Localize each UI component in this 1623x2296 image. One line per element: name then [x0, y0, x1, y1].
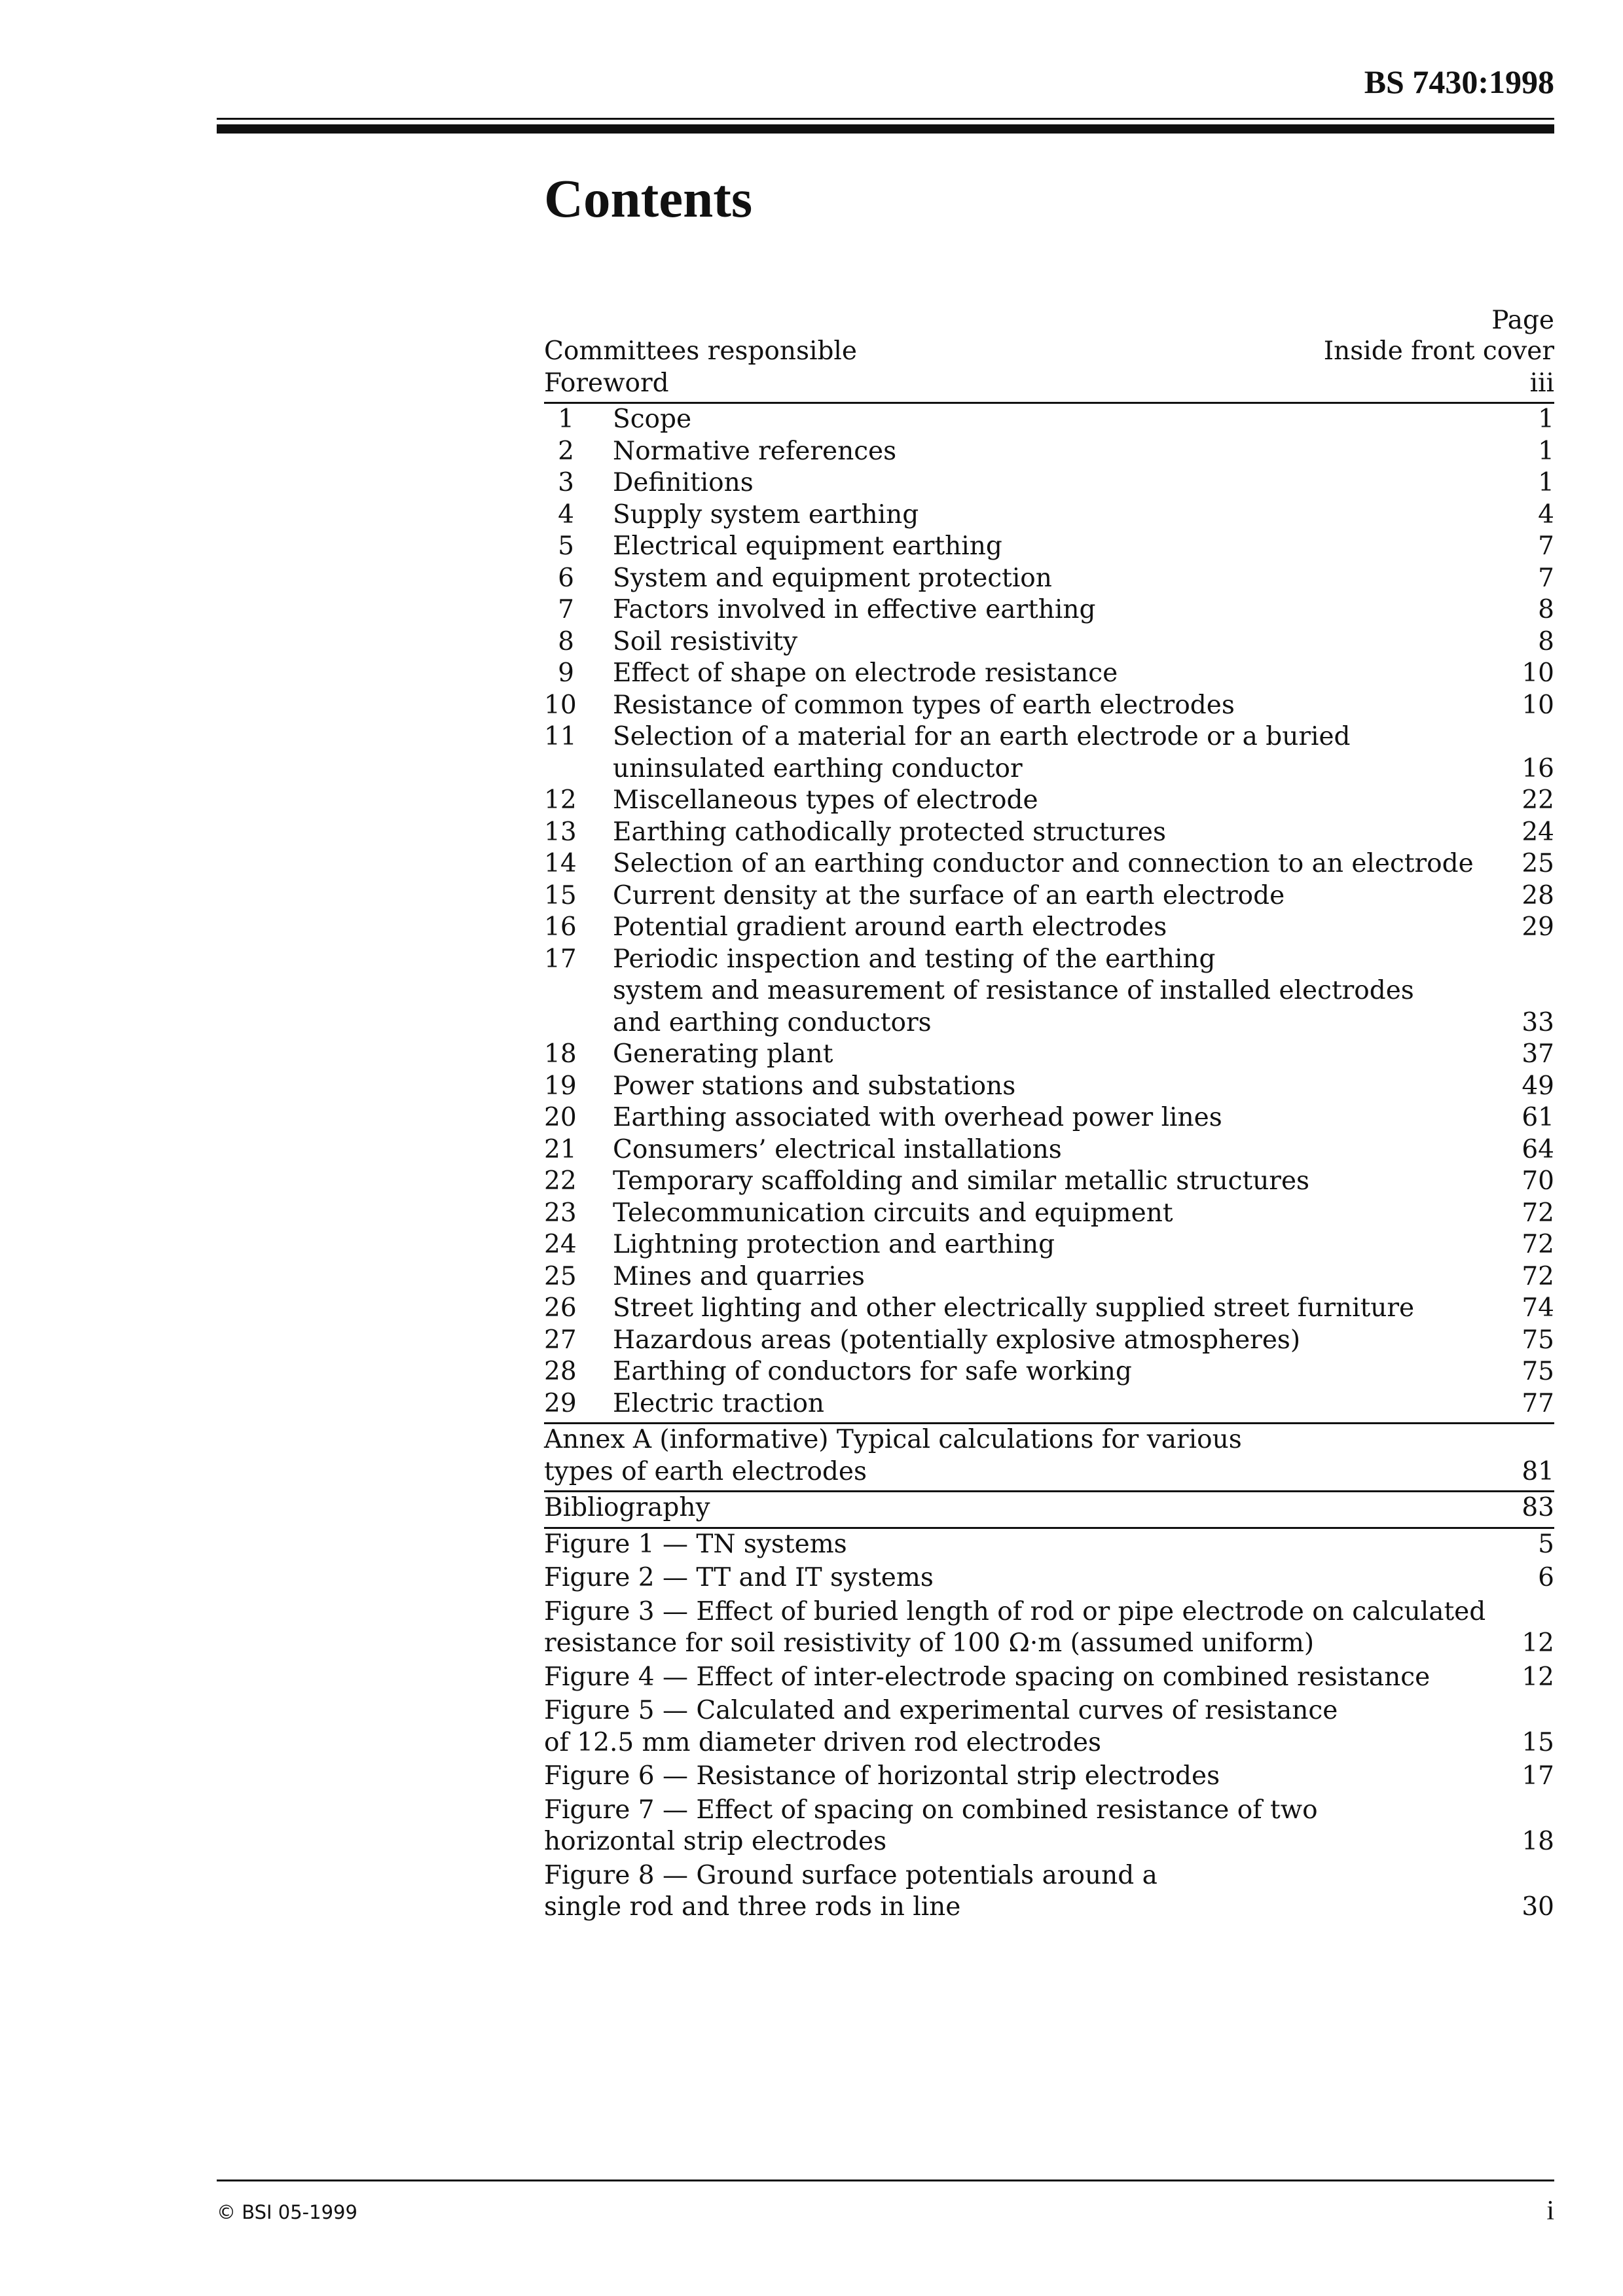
- toc-clause-entry: [544, 912, 1554, 942]
- toc-clause-entry: [544, 1008, 1554, 1038]
- section-rule: [544, 1490, 1554, 1492]
- entry-title: Committees responsible: [544, 336, 857, 366]
- toc-clause-entry: [544, 785, 1554, 816]
- toc-front-item: [544, 368, 1554, 399]
- entry-title: Definitions: [613, 468, 754, 497]
- toc-clause-entry: [544, 691, 1554, 721]
- entry-title: Earthing of conductors for safe working: [613, 1357, 1132, 1386]
- toc-figure-entry: [544, 1662, 1554, 1693]
- entry-title: Normative references: [613, 436, 897, 466]
- entry-page: 25: [1522, 849, 1554, 878]
- entry-title: Periodic inspection and testing of the earthing: [613, 944, 1216, 974]
- clause-number: 21: [544, 1134, 577, 1164]
- clause-number: 25: [544, 1261, 577, 1291]
- entry-page: 74: [1522, 1293, 1554, 1323]
- toc-figure-entry: [544, 1761, 1554, 1791]
- entry-title: Electrical equipment earthing: [613, 531, 1002, 561]
- entry-page: 70: [1522, 1166, 1554, 1196]
- page-number: i: [1546, 2196, 1554, 2226]
- toc-clause-entry: [544, 1230, 1554, 1260]
- page-title: Contents: [544, 168, 753, 228]
- entry-title: and earthing conductors: [613, 1007, 932, 1037]
- toc-clause-entry: [544, 944, 1554, 975]
- entry-page: 6: [1538, 1563, 1554, 1592]
- entry-title: Generating plant: [613, 1039, 833, 1069]
- toc-clause-entry: [544, 1357, 1554, 1387]
- entry-page: 10: [1522, 658, 1554, 688]
- toc-figure-entry: [544, 1597, 1554, 1627]
- entry-title: Figure 1 — TN systems: [544, 1529, 847, 1559]
- entry-title: Figure 7 — Effect of spacing on combined resistance of two: [544, 1795, 1318, 1825]
- clause-number: 28: [544, 1357, 577, 1386]
- clause-number: 14: [544, 849, 577, 878]
- toc-clause-entry: [544, 754, 1554, 784]
- entry-page: 64: [1522, 1134, 1554, 1164]
- toc-clause-entry: [544, 976, 1554, 1006]
- section-rule: [544, 1422, 1554, 1424]
- clause-number: 13: [544, 817, 577, 847]
- entry-title: Miscellaneous types of electrode: [613, 785, 1038, 815]
- entry-page: 7: [1538, 531, 1554, 561]
- toc-front-item: [544, 336, 1554, 367]
- entry-title: single rod and three rods in line: [544, 1892, 961, 1922]
- entry-page: 30: [1522, 1892, 1554, 1922]
- toc-annex-entry: [544, 1425, 1554, 1455]
- entry-page: 7: [1538, 563, 1554, 593]
- clause-number: 1: [558, 404, 574, 434]
- entry-page: 28: [1522, 880, 1554, 910]
- entry-page: 1: [1538, 404, 1554, 434]
- entry-page: 37: [1522, 1039, 1554, 1069]
- entry-page: iii: [1529, 368, 1554, 398]
- document-id: BS 7430:1998: [1364, 63, 1554, 100]
- toc-clause-entry: [544, 1039, 1554, 1069]
- entry-title: Figure 5 — Calculated and experimental curves of resistance: [544, 1696, 1338, 1725]
- toc-clause-entry: [544, 531, 1554, 562]
- entry-page: 72: [1522, 1230, 1554, 1259]
- entry-title: Earthing associated with overhead power lines: [613, 1103, 1222, 1132]
- entry-page: 49: [1522, 1071, 1554, 1101]
- entry-title: of 12.5 mm diameter driven rod electrodes: [544, 1727, 1101, 1757]
- entry-page: 5: [1538, 1529, 1554, 1559]
- entry-title: Selection of an earthing conductor and connection to an electrode: [613, 849, 1474, 878]
- entry-title: Electric traction: [613, 1388, 825, 1418]
- entry-title: Selection of a material for an earth electrode or a buried: [613, 722, 1351, 751]
- header-rule-thin: [217, 118, 1554, 120]
- toc-figure-entry: [544, 1563, 1554, 1593]
- clause-number: 6: [558, 563, 574, 593]
- entry-title: Figure 2 — TT and IT systems: [544, 1563, 934, 1592]
- entry-title: resistance for soil resistivity of 100 Ω·m (assumed uniform): [544, 1628, 1315, 1658]
- entry-page: Inside front cover: [1323, 336, 1554, 366]
- entry-title: Supply system earthing: [613, 499, 919, 529]
- section-rule: [544, 1527, 1554, 1529]
- entry-page: 29: [1522, 912, 1554, 942]
- toc-clause-entry: [544, 658, 1554, 689]
- entry-page: 24: [1522, 817, 1554, 847]
- entry-title: Earthing cathodically protected structures: [613, 817, 1166, 847]
- toc-clause-entry: [544, 849, 1554, 879]
- toc-clause-entry: [544, 595, 1554, 625]
- clause-number: 9: [558, 658, 574, 688]
- entry-page: 75: [1522, 1325, 1554, 1355]
- clause-number: 7: [558, 595, 574, 624]
- entry-page: 33: [1522, 1007, 1554, 1037]
- toc-figure-entry: [544, 1530, 1554, 1560]
- entry-title: Bibliography: [544, 1493, 710, 1522]
- clause-number: 20: [544, 1103, 577, 1132]
- entry-title: types of earth electrodes: [544, 1456, 867, 1486]
- entry-title: Effect of shape on electrode resistance: [613, 658, 1118, 688]
- clause-number: 23: [544, 1198, 577, 1228]
- entry-title: Telecommunication circuits and equipment: [613, 1198, 1173, 1228]
- toc-clause-entry: [544, 722, 1554, 752]
- entry-title: Potential gradient around earth electrodes: [613, 912, 1167, 942]
- page-column-label: Page: [1491, 306, 1554, 335]
- entry-page: 1: [1538, 436, 1554, 466]
- clause-number: 11: [544, 722, 577, 751]
- entry-title: system and measurement of resistance of installed electrodes: [613, 976, 1414, 1005]
- entry-page: 12: [1522, 1628, 1554, 1658]
- clause-number: 15: [544, 880, 577, 910]
- entry-page: 77: [1522, 1388, 1554, 1418]
- clause-number: 17: [544, 944, 577, 974]
- entry-page: 10: [1522, 690, 1554, 720]
- toc-figure-entry: [544, 1728, 1554, 1758]
- entry-title: Factors involved in effective earthing: [613, 595, 1096, 624]
- entry-title: Current density at the surface of an earth electrode: [613, 880, 1285, 910]
- entry-page: 61: [1522, 1103, 1554, 1132]
- entry-title: System and equipment protection: [613, 563, 1052, 593]
- toc-clause-entry: [544, 1166, 1554, 1196]
- copyright-notice: © BSI 05-1999: [217, 2201, 357, 2223]
- entry-title: Mines and quarries: [613, 1261, 865, 1291]
- clause-number: 10: [544, 690, 577, 720]
- toc-figure-entry: [544, 1827, 1554, 1857]
- toc-figure-entry: [544, 1861, 1554, 1891]
- entry-page: 4: [1538, 499, 1554, 529]
- entry-page: 12: [1522, 1662, 1554, 1692]
- entry-title: Power stations and substations: [613, 1071, 1016, 1101]
- toc-clause-entry: [544, 881, 1554, 911]
- entry-title: Street lighting and other electrically supplied street furniture: [613, 1293, 1415, 1323]
- toc-annex-entry: [544, 1457, 1554, 1487]
- entry-title: Lightning protection and earthing: [613, 1230, 1055, 1259]
- toc-clause-entry: [544, 1071, 1554, 1102]
- entry-page: 8: [1538, 626, 1554, 656]
- clause-number: 16: [544, 912, 577, 942]
- clause-number: 19: [544, 1071, 577, 1101]
- clause-number: 18: [544, 1039, 577, 1069]
- entry-title: Annex A (informative) Typical calculations for various: [544, 1425, 1242, 1454]
- toc-clause-entry: [544, 404, 1554, 435]
- entry-title: Figure 6 — Resistance of horizontal strip electrodes: [544, 1761, 1220, 1791]
- clause-number: 4: [558, 499, 574, 529]
- toc-clause-entry: [544, 817, 1554, 848]
- clause-number: 2: [558, 436, 574, 466]
- section-rule: [544, 402, 1554, 404]
- entry-page: 83: [1522, 1493, 1554, 1522]
- entry-page: 16: [1522, 753, 1554, 783]
- toc-figure-entry: [544, 1795, 1554, 1825]
- toc-clause-entry: [544, 1389, 1554, 1419]
- clause-number: 3: [558, 468, 574, 497]
- entry-page: 17: [1522, 1761, 1554, 1791]
- toc-clause-entry: [544, 1293, 1554, 1323]
- entry-title: Figure 3 — Effect of buried length of rod or pipe electrode on calculated: [544, 1596, 1486, 1626]
- toc-clause-entry: [544, 1135, 1554, 1165]
- entry-page: 72: [1522, 1198, 1554, 1228]
- toc-clause-entry: [544, 468, 1554, 498]
- clause-number: 27: [544, 1325, 577, 1355]
- entry-page: 18: [1522, 1827, 1554, 1856]
- entry-page: 1: [1538, 468, 1554, 497]
- entry-page: 8: [1538, 595, 1554, 624]
- footer-rule: [217, 2179, 1554, 2181]
- entry-title: Hazardous areas (potentially explosive atmospheres): [613, 1325, 1301, 1355]
- header-rule-thick: [217, 124, 1554, 134]
- entry-page: 15: [1522, 1727, 1554, 1757]
- entry-title: Resistance of common types of earth electrodes: [613, 690, 1235, 720]
- clause-number: 26: [544, 1293, 577, 1323]
- entry-title: Temporary scaffolding and similar metallic structures: [613, 1166, 1310, 1196]
- clause-number: 12: [544, 785, 577, 815]
- clause-number: 24: [544, 1230, 577, 1259]
- clause-number: 22: [544, 1166, 577, 1196]
- entry-title: uninsulated earthing conductor: [613, 753, 1023, 783]
- toc-clause-entry: [544, 564, 1554, 594]
- toc-clause-entry: [544, 1325, 1554, 1355]
- toc-clause-entry: [544, 1262, 1554, 1292]
- entry-page: 72: [1522, 1261, 1554, 1291]
- entry-page: 75: [1522, 1357, 1554, 1386]
- toc-clause-entry: [544, 1103, 1554, 1133]
- toc-clause-entry: [544, 437, 1554, 467]
- entry-title: horizontal strip electrodes: [544, 1827, 887, 1856]
- toc-clause-entry: [544, 627, 1554, 657]
- entry-title: Consumers’ electrical installations: [613, 1134, 1062, 1164]
- toc-figure-entry: [544, 1892, 1554, 1922]
- entry-title: Figure 4 — Effect of inter-electrode spacing on combined resistance: [544, 1662, 1431, 1692]
- entry-page: 22: [1522, 785, 1554, 815]
- entry-title: Figure 8 — Ground surface potentials around a: [544, 1860, 1158, 1890]
- clause-number: 5: [558, 531, 574, 561]
- entry-page: 81: [1522, 1456, 1554, 1486]
- toc-bibliography-entry: [544, 1493, 1554, 1523]
- entry-title: Foreword: [544, 368, 669, 398]
- toc-figure-entry: [544, 1628, 1554, 1659]
- toc-figure-entry: [544, 1696, 1554, 1726]
- entry-title: Soil resistivity: [613, 626, 798, 656]
- entry-title: Scope: [613, 404, 692, 434]
- clause-number: 29: [544, 1388, 577, 1418]
- toc-clause-entry: [544, 500, 1554, 530]
- toc-clause-entry: [544, 1198, 1554, 1229]
- clause-number: 8: [558, 626, 574, 656]
